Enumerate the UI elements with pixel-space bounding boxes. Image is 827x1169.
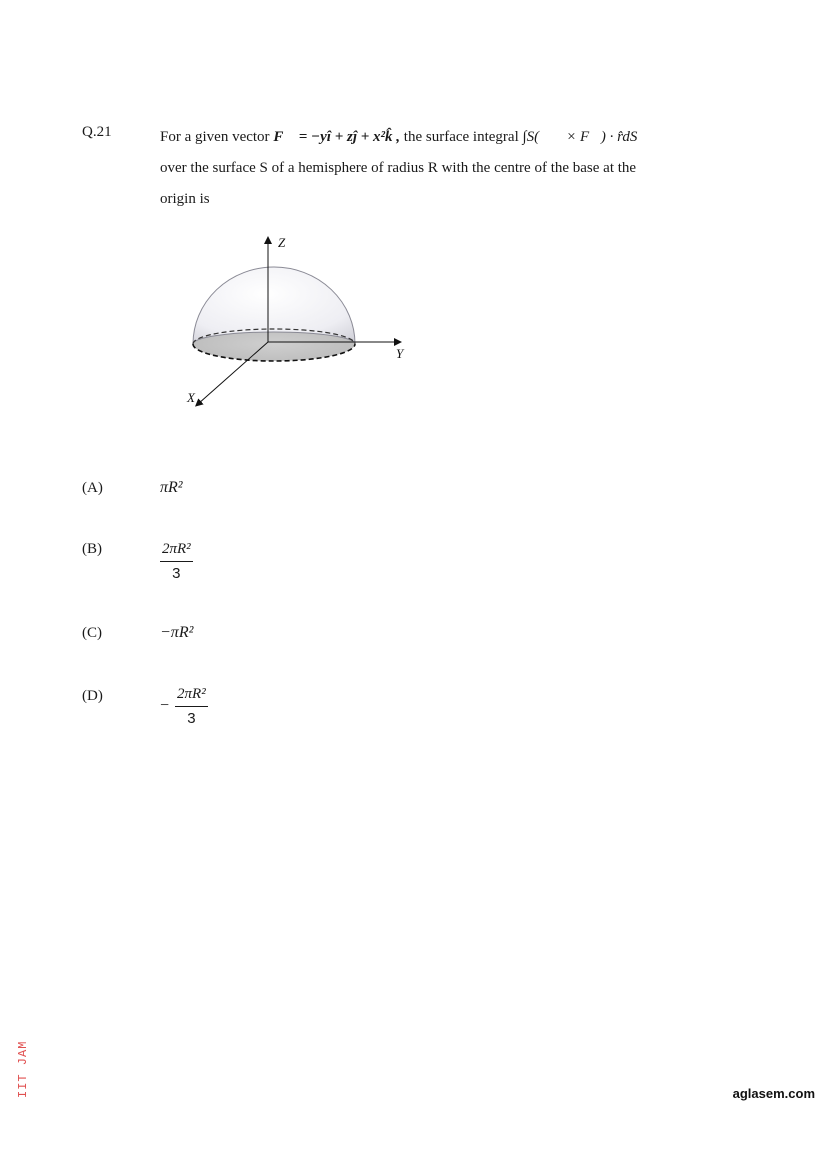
integral-expression: ∫S(∇⃗ × F⃗) · r̂dS [522, 129, 638, 145]
option-d-fraction [175, 685, 208, 728]
question-line-3: origin is [160, 191, 210, 207]
option-b-denominator: 3 [172, 565, 181, 582]
question-line-1-start: For a given vector [160, 129, 274, 145]
option-b-fraction [160, 540, 193, 583]
option-d-numerator: 2πR² [175, 685, 208, 707]
question-line-1 [160, 122, 720, 153]
z-axis-label: Z [278, 235, 286, 250]
question-line-2: over the surface S of a hemisphere of radius R with the centre of the base at the [160, 160, 637, 176]
watermark-text: IIT JAM [16, 1040, 30, 1098]
hemisphere-figure [180, 228, 420, 418]
question-text [160, 122, 720, 215]
footer-site-name: aglasem.com [732, 1086, 815, 1101]
question-line-1-mid: the surface integral [400, 129, 523, 145]
option-d-value [160, 685, 208, 728]
option-a-label: (A) [82, 480, 103, 496]
option-b-numerator: 2πR² [160, 540, 193, 562]
option-d-sign: − [160, 697, 170, 715]
option-b-label: (B) [82, 541, 102, 557]
option-a-value: πR² [160, 479, 183, 496]
hemisphere-dome [193, 267, 355, 344]
y-axis-label: Y [396, 346, 404, 361]
option-b-value [160, 540, 193, 583]
watermark-vertical [14, 1030, 32, 1100]
question-number: Q.21 [82, 124, 112, 140]
option-c-value: −πR² [160, 624, 194, 641]
option-d-label: (D) [82, 688, 103, 704]
option-c-label: (C) [82, 625, 102, 641]
option-d-denominator: 3 [187, 710, 196, 727]
hemisphere-diagram [180, 228, 420, 418]
vector-expression: F⃗ = −yî + zĵ + x²k̂ , [273, 129, 401, 145]
x-axis-label: X [187, 390, 195, 405]
